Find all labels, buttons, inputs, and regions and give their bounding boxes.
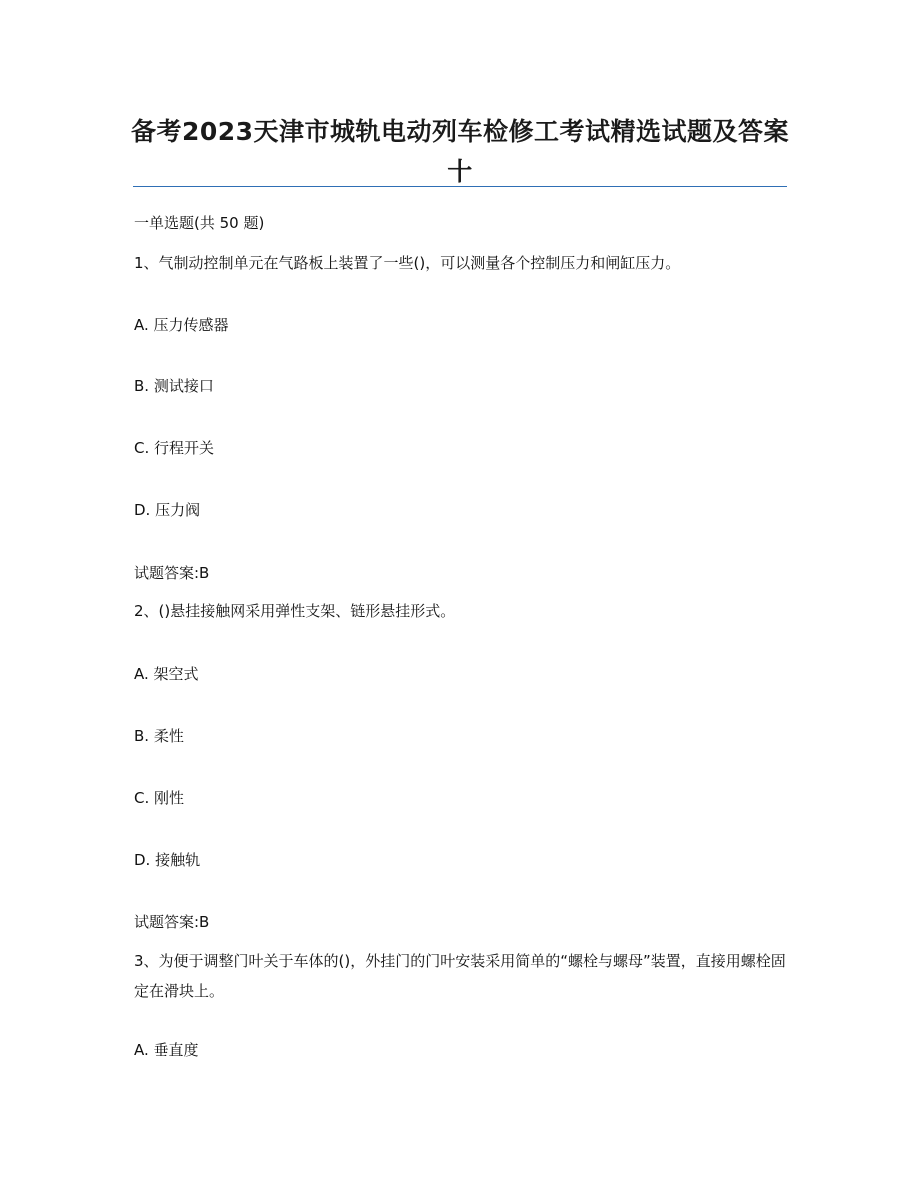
question-2-option-d: D. 接触轨	[134, 851, 201, 869]
page-title: 备考2023天津市城轨电动列车检修工考试精选试题及答案十	[130, 117, 790, 186]
question-3-option-a: A. 垂直度	[134, 1041, 199, 1059]
question-1-option-d: D. 压力阀	[134, 501, 201, 519]
question-3-text: 3、为便于调整门叶关于车体的()，外挂门的门叶安装采用简单的“螺栓与螺母”装置，直接用螺栓固定在滑块上。	[134, 952, 786, 1000]
question-1-option-c: C. 行程开关	[134, 439, 215, 457]
question-1-text: 1、气制动控制单元在气路板上装置了一些()，可以测量各个控制压力和闸缸压力。	[134, 254, 681, 272]
question-2-answer: 试题答案:B	[134, 913, 210, 931]
question-1-option-b: B. 测试接口	[134, 377, 214, 395]
question-2-option-b: B. 柔性	[134, 727, 184, 745]
title-divider	[133, 186, 787, 187]
section-header: 一单选题(共 50 题)	[134, 214, 265, 232]
question-2-option-a: A. 架空式	[134, 665, 199, 683]
question-1-option-a: A. 压力传感器	[134, 316, 229, 334]
question-2-option-c: C. 刚性	[134, 789, 185, 807]
question-2-text: 2、()悬挂接触网采用弹性支架、链形悬挂形式。	[134, 602, 456, 620]
question-1-answer: 试题答案:B	[134, 564, 210, 582]
